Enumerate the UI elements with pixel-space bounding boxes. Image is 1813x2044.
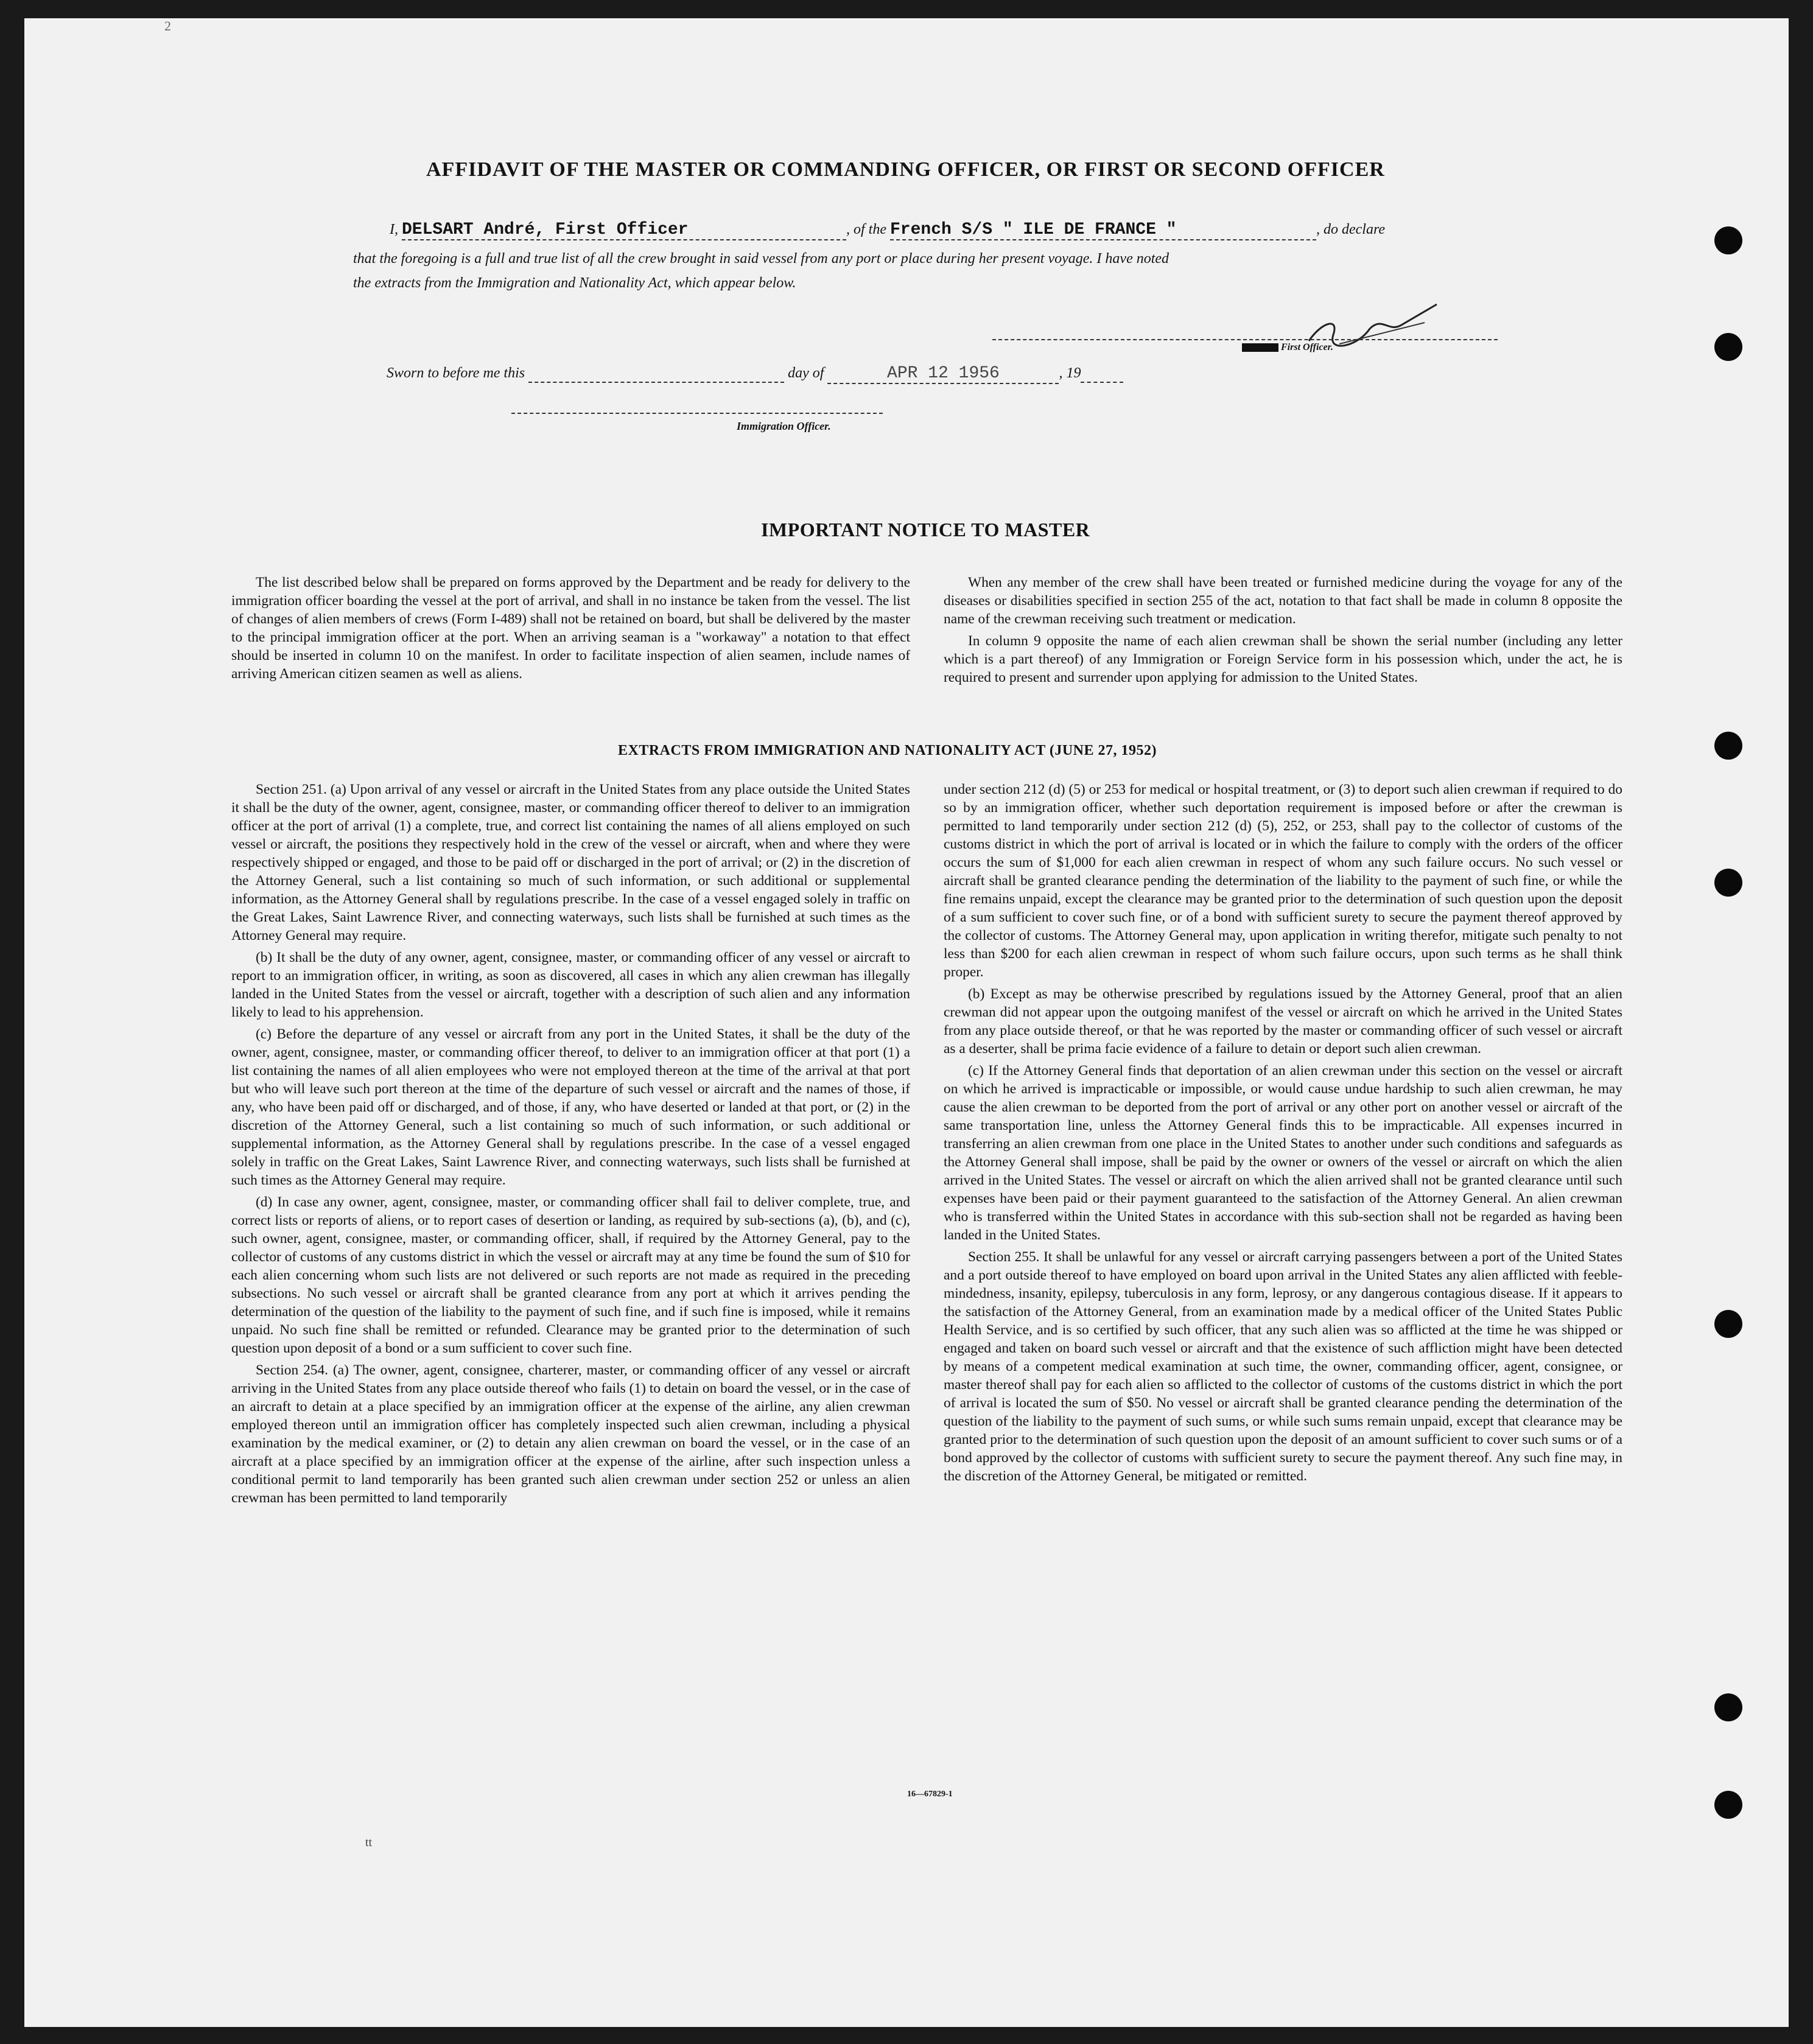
form-number: 16—67829-1 <box>907 1790 953 1799</box>
notice-title: IMPORTANT NOTICE TO MASTER <box>761 519 1090 541</box>
section-251-a: Section 251. (a) Upon arrival of any vessel or aircraft in the United States from any place outside the United States it shall be the duty of the owner, agent, consignee, master, or commanding officer thereof to deliver to an immigration officer at the port of arrival (1) a complete, true, and correct list containing the names of all aliens employed on such vessel or aircraft, the positions they respectively hold in the crew of the vessel or aircraft, when and where they were respectively shipped or engaged, and those to be paid off or discharged in the port of arrival; or (2) in the discretion of the Attorney General, such a list containing so much of such information, or such additional or supplemental information, as the Attorney General shall by regulations prescribe. In the case of a vessel engaged solely in traffic on the Great Lakes, Saint Lawrence River, and connecting waterways, such lists shall be furnished at such times as the Attorney General may require. <box>231 782 910 943</box>
signature-caption <box>1242 342 1333 353</box>
year-prefix: , 19 <box>1059 365 1081 381</box>
affidavit-title: AFFIDAVIT OF THE MASTER OR COMMANDING OFFICER, OR FIRST OR SECOND OFFICER <box>426 158 1385 181</box>
punch-hole <box>1714 333 1742 361</box>
notice-right-column <box>944 573 1622 690</box>
section-254-a-continued: under section 212 (d) (5) or 253 for medical or hospital treatment, or (3) to deport such alien crewman if required to do so by an immigration officer, whether such deportation requirement is imposed before or after the crewman is permitted to land temporarily under section 212 (d) (5), 252, or 253, shall pay to the collector of customs of the customs district in which the port of arrival is located or in which the failure to comply with the orders of the officer occurs the sum of $1,000 for each alien crewman in respect of whom any such failure occurs. No such vessel or aircraft shall be granted clearance pending the determination of the liability to the payment of such fine, or while the fine remains unpaid, except the clearance may be granted prior to the determination of such question upon the deposit of a sum sufficient to cover such fine, or of a bond with sufficient surety to secure the payment thereof approved by the collector of customs. The Attorney General may, upon application in writing therefor, mitigate such penalty to not less than $200 for each alien crewman in respect of whom such failure occurs, upon such terms as he shall think proper. <box>944 782 1622 980</box>
sworn-label: Sworn to before me this <box>387 365 525 381</box>
declaration-line-3: the extracts from the Immigration and Nationality Act, which appear below. <box>353 275 796 291</box>
section-255: Section 255. It shall be unlawful for any vessel or aircraft carrying passengers between a port of the United States and a port outside thereof to have employed on board upon arrival in the United States any alien afflicted with feeble-mindedness, insanity, epilepsy, tuberculosis in any form, leprosy, or any dangerous contagious disease. If it appears to the satisfaction of the Attorney General, from an examination made by a medical officer of the United States Public Health Service, and is so certified by such officer, that any such alien was so afflicted at the time he was shipped or engaged and taken on board such vessel or aircraft and that the existence of such affliction might have been detected by means of a competent medical examination at such time, the owner, commanding officer, agent, consignee, or master thereof shall pay for each alien so afflicted to the collector of customs of the customs district in which the port of arrival is located the sum of $50. No vessel or aircraft shall be granted clearance pending the determination of the question of the liability to the payment of such sums, or while such sums remain unpaid, except that clearance may be granted prior to the determination of such question upon the deposit of an amount sufficient to cover such sums or of a bond approved by the collector of customs with sufficient surety to secure the payment thereof. Any such fine may, in the discretion of the Attorney General, be mitigated or remitted. <box>944 1249 1622 1484</box>
section-254-a: Section 254. (a) The owner, agent, consignee, charterer, master, or commanding officer of any vessel or aircraft arriving in the United States from any place outside thereof who fails (1) to detain on board the vessel, or in the case of an aircraft to detain at a place specified by an immigration officer at the expense of the airline, any alien crewman employed thereon until an immigration officer has completely inspected such alien crewman, including a physical examination by the medical examiner, or (2) to detain any alien crewman on board the vessel, or in the case of an aircraft at a place specified by an immigration officer at the expense of the airline, after such inspection unless a conditional permit to land temporarily has been granted such alien crewman under section 252 or unless an alien crewman has been permitted to land temporarily <box>231 1362 910 1506</box>
document-page <box>24 18 1789 2027</box>
date-stamp: APR 12 1956 <box>887 364 1000 383</box>
do-declare-label: , do declare <box>1316 222 1386 237</box>
extracts-left-column <box>231 780 910 1511</box>
extracts-right-column <box>944 780 1622 1489</box>
sworn-line <box>387 364 1123 384</box>
notice-right-paragraph-1: When any member of the crew shall have been treated or furnished medicine during the voyage for any of the diseases or disabilities specified in section 255 of the act, notation to that fact shall be made in column 8 opposite the name of the crewman receiving such treatment or medication. <box>944 575 1622 627</box>
punch-hole <box>1714 732 1742 760</box>
notice-left-paragraph: The list described below shall be prepared on forms approved by the Department and be ready for delivery to the immigration officer boarding the vessel at the port of arrival, and shall in no instance be taken from the vessel. The list of changes of alien members of crews (Form I-489) shall not be retained on board, but shall be delivered by the master to the principal immigration officer at the port. When an arriving seaman is a "workaway" a notation to that effect should be inserted in column 10 on the manifest. In order to facilitate inspection of alien seamen, include names of arriving American citizen seamen as well as aliens. <box>231 575 910 682</box>
punch-hole <box>1714 226 1742 254</box>
punch-hole <box>1714 1310 1742 1338</box>
vessel-name: French S/S " ILE DE FRANCE " <box>890 220 1177 239</box>
sworn-day-field <box>528 365 784 383</box>
declaration-line-1 <box>390 220 1522 240</box>
redaction-bar <box>1242 343 1278 352</box>
punch-hole <box>1714 1791 1742 1819</box>
section-254-c: (c) If the Attorney General finds that deportation of an alien crewman under this section on the vessel or aircraft on which he arrived is impracticable or impossible, or would cause undue hardship to such alien crewman, he may cause the alien crewman to be deported from the port of arrival or any other port on another vessel or aircraft of the same transportation line, unless the Attorney General finds this to be impracticable. All expenses incurred in transferring an alien crewman from one place in the United States to another under such conditions and safeguards as the Attorney General shall impose, shall be paid by the owner or owners of the vessel or aircraft on which the alien arrived in the United States. The vessel or aircraft on which the alien arrived shall not be granted clearance until such expenses have been paid or their payment guaranteed to the satisfaction of the Attorney General. An alien crewman who is transferred within the United States in accordance with this sub-section shall not be regarded as having been landed in the United States. <box>944 1063 1622 1243</box>
punch-hole <box>1714 1693 1742 1721</box>
declaration-prefix: I, <box>390 222 398 237</box>
corner-mark: 2 <box>164 18 171 33</box>
bottom-mark: tt <box>365 1836 373 1849</box>
extracts-title: EXTRACTS FROM IMMIGRATION AND NATIONALITY ACT (JUNE 27, 1952) <box>618 743 1157 758</box>
section-251-c: (c) Before the departure of any vessel or aircraft from any port in the United States, it shall be the duty of the owner, agent, consignee, master, or commanding officer thereof, to deliver to an immigration officer at that port (1) a list containing the names of all alien employees who were not employed thereon at the time of the arrival at that port but who will leave such port thereon at the time of the departure of such vessel or aircraft and the names of those, if any, who have been paid off or discharged, and of those, if any, who have deserted or landed at that port, or (2) in the discretion of the Attorney General, such a list containing so much of such information, or such additional or supplemental information, as the Attorney General shall by regulations prescribe. In the case of a vessel engaged solely in traffic on the Great Lakes, Saint Lawrence River, and connecting waterways, such lists shall be furnished at such times as the Attorney General may require. <box>231 1026 910 1188</box>
section-251-d: (d) In case any owner, agent, consignee, master, or commanding officer shall fail to deliver complete, true, and correct lists or reports of aliens, or to report cases of desertion or landing, as required by sub-sections (a), (b), and (c), such owner, agent, consignee, master, or commanding officer, shall, if required by the Attorney General, pay to the collector of customs of any customs district in which the vessel or aircraft may at any time be found the sum of $10 for each alien concerning whom such lists are not delivered or such reports are not made as required in the preceding subsections. No such vessel or aircraft shall be granted clearance from any port at which it arrives pending the determination of the question of the liability to the payment of such fine, and if such fine is imposed, while it remains unpaid. No such fine shall be remitted or refunded. Clearance may be granted prior to the determination of such question upon deposit of a bond or a sum sufficient to cover such fine. <box>231 1194 910 1356</box>
vessel-field <box>890 220 1316 240</box>
signature-line <box>992 339 1498 340</box>
day-of-label: day of <box>788 365 824 381</box>
section-254-b: (b) Except as may be otherwise prescribed by regulations issued by the Attorney General, proof that an alien crewman did not appear upon the outgoing manifest of the vessel or aircraft on which he arrived in the United States from any place outside thereof, or that he was reported by the master or commanding officer of such vessel or aircraft as a deserter, shall be prima facie evidence of a failure to detain or deport such alien crewman. <box>944 986 1622 1057</box>
name-field <box>402 220 846 240</box>
declaration-line-2: that the foregoing is a full and true list of all the crew brought in said vessel from any port or place during her present voyage. I have noted <box>353 251 1170 267</box>
immigration-officer-line <box>511 413 883 414</box>
notice-left-column <box>231 573 910 687</box>
first-officer-caption: First Officer. <box>1281 342 1333 352</box>
crew-officer-name: DELSART André, First Officer <box>402 220 689 239</box>
section-251-b: (b) It shall be the duty of any owner, agent, consignee, master, or commanding officer of any vessel or aircraft to report to an immigration officer, in writing, as soon as discovered, all cases in which any alien crewman has illegally landed in the United States from the vessel or aircraft, together with a description of such alien and any information likely to lead to his apprehension. <box>231 950 910 1020</box>
immigration-officer-label: Immigration Officer. <box>737 420 831 432</box>
year-field <box>1081 365 1123 383</box>
date-field <box>827 364 1059 384</box>
notice-right-paragraph-2: In column 9 opposite the name of each alien crewman shall be shown the serial number (including any letter which is a part thereof) of any Immigration or Foreign Service form in his possession which, under the act, he is required to present and surrender upon applying for admission to the United States. <box>944 633 1622 685</box>
of-the-label: , of the <box>846 222 886 237</box>
punch-hole <box>1714 869 1742 897</box>
